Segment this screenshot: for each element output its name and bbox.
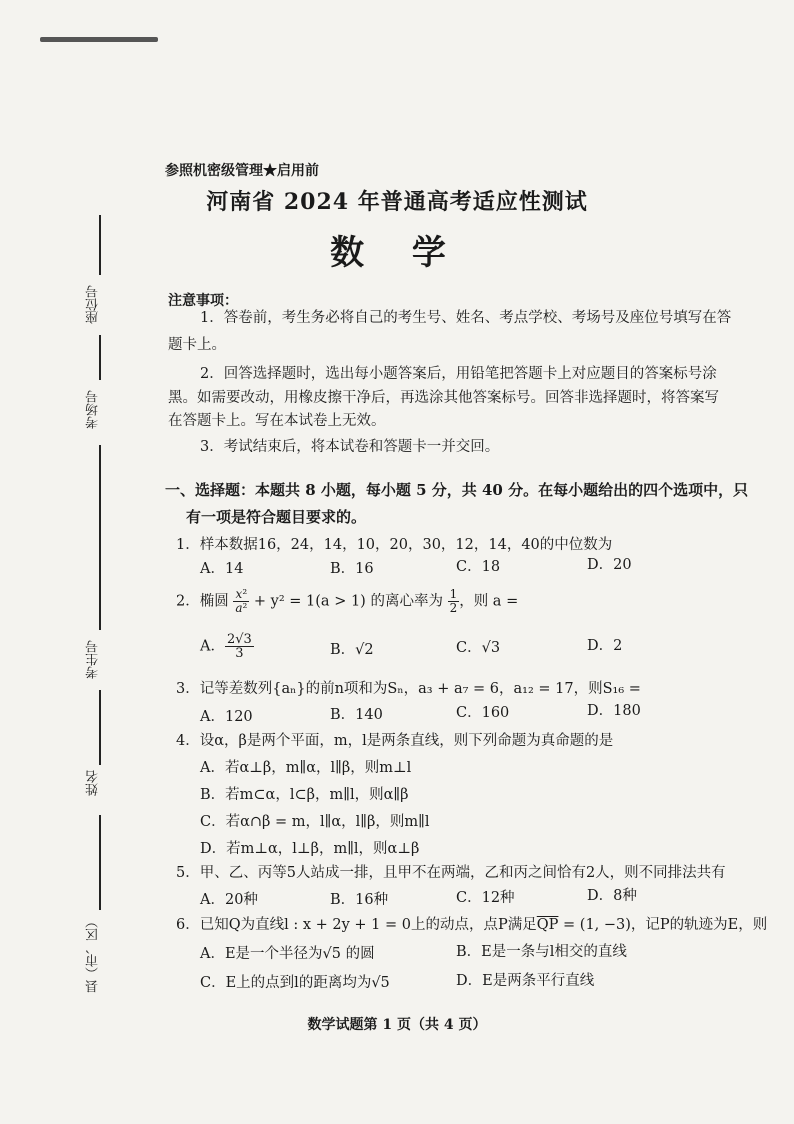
q1-option-a: A．14: [200, 561, 244, 577]
question-3: 3．记等差数列{aₙ}的前n项和为Sₙ，a₃ + a₇ = 6，a₁₂ = 17，则S₁₆ =: [176, 681, 641, 697]
q3-option-c: C．160: [456, 705, 510, 721]
seat-label: 座位号: [86, 285, 101, 324]
q3-option-b: B．140: [330, 707, 383, 723]
question-6: [176, 913, 767, 934]
q5-option-b: B．16种: [330, 892, 389, 908]
q3-option-d: D．180: [587, 703, 641, 719]
q2-tail: ，则 a =: [459, 593, 519, 610]
q5-option-a: A．20种: [200, 892, 258, 908]
q2-equation: + y² = 1(a > 1) 的离心率为: [249, 593, 443, 610]
q4-option-a: A．若α⊥β，m∥α，l∥β，则m⊥l: [200, 760, 412, 776]
subject-title: 数 学: [330, 233, 464, 273]
q1-option-b: B．16: [330, 561, 374, 577]
notice-item-3: 3．考试结束后，将本试卷和答题卡一并交回。: [200, 439, 500, 455]
confidentiality-note: 参照机密级管理★启用前: [165, 163, 319, 179]
q6-vector-qp: $\overline{QP}$: [536, 917, 559, 933]
q4-option-d: D．若m⊥α，l⊥β，m∥l，则α⊥β: [200, 841, 420, 857]
notice-item-2-cont2: 在答题卡上。写在本试卷上无效。: [168, 413, 386, 429]
q2-option-d: D．2: [587, 638, 623, 654]
q4-option-b: B．若m⊂α，l⊂β，m∥l，则α∥β: [200, 787, 409, 803]
page-footer: 数学试题第 1 页（共 4 页）: [307, 1017, 487, 1033]
exam-title: 河南省 2024 年普通高考适应性测试: [206, 189, 588, 215]
scan-edge-mark: [40, 37, 158, 42]
q6-option-b: B．E是一条与l相交的直线: [456, 944, 627, 960]
notice-item-1-cont: 题卡上。: [168, 337, 226, 353]
q2-fraction-x2-a2: $\frac{\text{x²}}{\text{a²}}$: [235, 587, 248, 615]
q6-option-c: C．E上的点到l的距离均为√5: [200, 975, 390, 991]
id-line: [99, 690, 101, 765]
county-label: 县（市、区）: [86, 915, 101, 993]
notice-heading: 注意事项：: [168, 293, 238, 309]
q5-option-c: C．12种: [456, 890, 515, 906]
q3-option-a: A．120: [200, 709, 253, 725]
q6-stem-b: = (1, −3)，记P的轨迹为E，则: [558, 917, 768, 933]
q2-fraction-2sqrt3-3: $\frac{2√3}{3}$: [226, 632, 252, 661]
q2-option-a: [200, 633, 254, 660]
q1-option-d: D．20: [587, 557, 632, 573]
q2-fraction-half: $\frac{1}{2}$: [449, 587, 458, 615]
notice-item-2: 2．回答选择题时，选出每小题答案后，用铅笔把答题卡上对应题目的答案标号涂: [200, 366, 717, 382]
q2-option-b: B．√2: [330, 642, 374, 658]
section-1-heading-cont: 有一项是符合题目要求的。: [186, 508, 367, 526]
notice-item-1: 1．答卷前，考生务必将自己的考生号、姓名、考点学校、考场号及座位号填写在答: [200, 310, 732, 326]
room-line-top: [99, 335, 101, 380]
question-1: 1．样本数据16，24，14，10，20，30，12，14，40的中位数为: [176, 537, 613, 553]
name-label: 姓名: [86, 770, 101, 796]
section-1-heading: 一、选择题：本题共 8 小题，每小题 5 分，共 40 分。在每小题给出的四个选项中，只: [165, 481, 749, 499]
notice-item-2-cont1: 黑。如需要改动，用橡皮擦干净后，再选涂其他答案标号。回答非选择题时，将答案写: [168, 390, 719, 406]
q6-option-a: A．E是一个半径为√5 的圆: [200, 946, 375, 962]
question-2: [176, 588, 518, 615]
name-line: [99, 815, 101, 910]
question-5: 5．甲、乙、丙等5人站成一排，且甲不在两端，乙和丙之间恰有2人，则不同排法共有: [176, 865, 726, 881]
q6-option-d: D．E是两条平行直线: [456, 973, 595, 989]
id-label: 考生号: [86, 640, 101, 679]
room-line: [99, 445, 101, 630]
q6-stem-a: 6．已知Q为直线l : x + 2y + 1 = 0上的动点，点P满足: [176, 917, 537, 933]
q2-option-a-label: A．: [200, 638, 225, 655]
room-label: 考场号: [86, 390, 101, 429]
q2-option-c: C．√3: [456, 640, 501, 656]
question-4: 4．设α，β是两个平面，m，l是两条直线，则下列命题为真命题的是: [176, 733, 614, 749]
q5-option-d: D．8种: [587, 888, 637, 904]
q2-number: 2．椭圆: [176, 593, 229, 610]
q4-option-c: C．若α∩β = m，l∥α，l∥β，则m∥l: [200, 814, 430, 830]
q1-option-c: C．18: [456, 559, 501, 575]
